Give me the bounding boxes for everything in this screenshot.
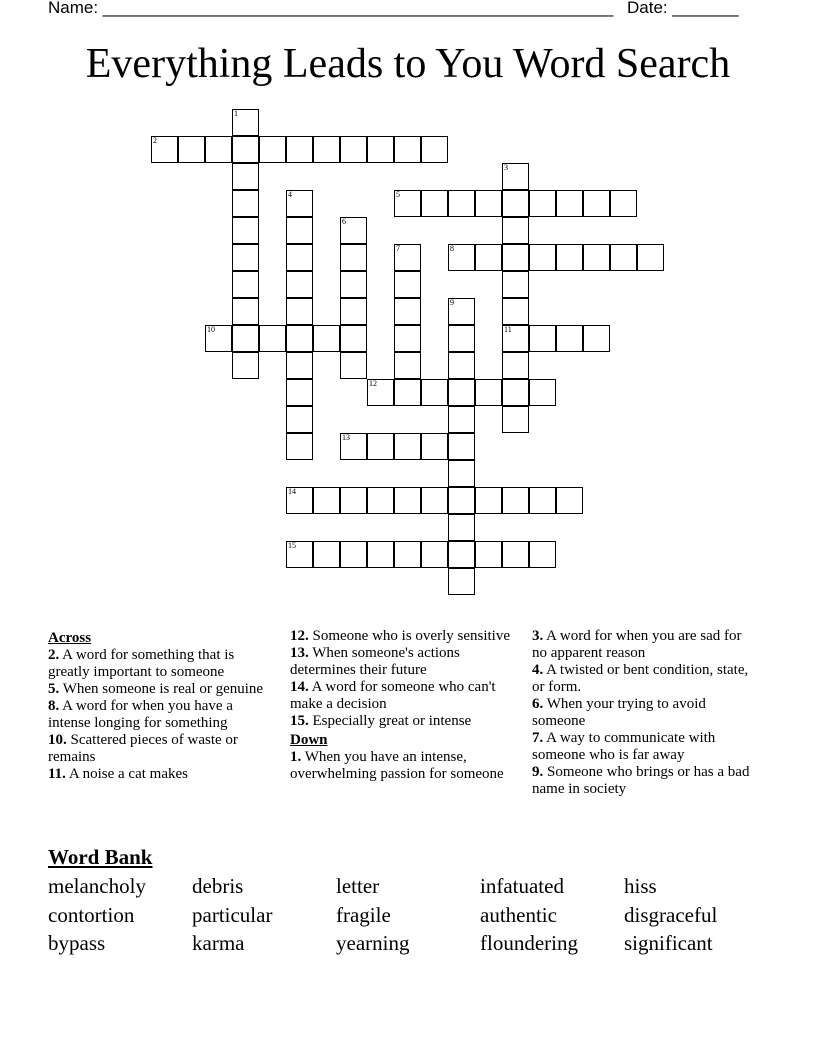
word-bank-item: authentic [480,903,557,927]
crossword-cell[interactable] [232,298,259,325]
crossword-cell[interactable] [340,244,367,271]
crossword-cell[interactable] [448,244,475,271]
crossword-cell[interactable] [502,244,529,271]
crossword-cell[interactable] [232,244,259,271]
crossword-cell[interactable] [367,541,394,568]
clue-number-label: 3. [532,628,544,644]
clue-number: 13 [342,433,350,442]
clue-item [290,628,512,645]
clues-column-3 [532,628,754,798]
crossword-cell[interactable] [286,352,313,379]
clue-number-label: 10. [48,732,67,748]
across-heading: Across [48,630,92,646]
clue-text: A word for when you are sad for no apparent reason [532,628,742,661]
crossword-cell[interactable] [421,190,448,217]
crossword-cell[interactable] [448,406,475,433]
clue-text: Scattered pieces of waste or remains [48,732,238,765]
crossword-cell[interactable] [232,163,259,190]
crossword-cell[interactable] [286,244,313,271]
word-bank-item: letter [336,874,380,898]
clue-item [290,713,512,730]
crossword-cell[interactable] [340,217,367,244]
crossword-cell[interactable] [340,541,367,568]
crossword-cell[interactable] [232,352,259,379]
crossword-cell[interactable] [556,190,583,217]
crossword-cell[interactable] [610,190,637,217]
clue-item [48,766,270,783]
clue-item [48,698,270,732]
crossword-cell[interactable] [448,190,475,217]
clue-number: 8 [450,244,454,253]
clues-column-2 [290,628,512,783]
word-bank-item: infatuated [480,874,564,898]
crossword-cell[interactable] [475,190,502,217]
crossword-cell[interactable] [529,541,556,568]
word-bank-title: Word Bank [48,845,153,869]
crossword-cell[interactable] [529,190,556,217]
crossword-cell[interactable] [286,325,313,352]
name-field[interactable]: Name: ______________________________________________________ [48,0,614,17]
clue-item [290,749,512,783]
crossword-cell[interactable] [556,325,583,352]
crossword-cell[interactable] [475,487,502,514]
crossword-cell[interactable] [259,136,286,163]
clue-number-label: 2. [48,647,60,663]
crossword-cell[interactable] [232,217,259,244]
clue-number-label: 12. [290,628,309,644]
crossword-cell[interactable] [529,325,556,352]
clue-text: A noise a cat makes [65,766,188,782]
clue-text: When you have an intense, overwhelming passion for someone [290,749,504,782]
clue-item [48,681,270,698]
crossword-cell[interactable] [286,136,313,163]
clue-number-label: 8. [48,698,60,714]
clue-text: Especially great or intense [308,713,472,729]
clue-number: 1 [234,109,238,118]
crossword-cell[interactable] [367,433,394,460]
crossword-cell[interactable] [394,379,421,406]
crossword-cell[interactable] [394,271,421,298]
clue-item [532,662,754,696]
crossword-cell[interactable] [286,433,313,460]
word-bank-item: particular [192,903,273,927]
crossword-cell[interactable] [286,406,313,433]
crossword-cell[interactable] [286,487,313,514]
crossword-cell[interactable] [232,136,259,163]
clue-number-label: 14. [290,679,309,695]
crossword-cell[interactable] [502,163,529,190]
crossword-cell[interactable] [448,487,475,514]
crossword-cell[interactable] [529,487,556,514]
crossword-cell[interactable] [232,109,259,136]
crossword-cell[interactable] [259,325,286,352]
down-heading: Down [290,732,328,748]
clues-column-1 [48,628,270,783]
crossword-cell[interactable] [448,433,475,460]
word-bank-item: floundering [480,931,578,955]
clue-text: When your trying to avoid someone [532,696,706,729]
crossword-cell[interactable] [178,136,205,163]
word-bank-item: melancholy [48,874,146,898]
word-bank-item: karma [192,931,245,955]
clue-text: Someone who brings or has a bad name in society [532,764,750,797]
crossword-cell[interactable] [286,379,313,406]
word-bank-item: yearning [336,931,410,955]
crossword-cell[interactable] [313,541,340,568]
crossword-cell[interactable] [232,325,259,352]
crossword-cell[interactable] [448,568,475,595]
crossword-cell[interactable] [286,217,313,244]
clue-text: A word for something that is greatly important to someone [48,647,235,680]
crossword-cell[interactable] [448,352,475,379]
crossword-cell[interactable] [502,487,529,514]
clue-text: A way to communicate with someone who is far away [532,730,716,763]
crossword-cell[interactable] [448,325,475,352]
crossword-cell[interactable] [286,271,313,298]
crossword-cell[interactable] [421,136,448,163]
word-bank-item: bypass [48,931,106,955]
crossword-cell[interactable] [394,487,421,514]
crossword-cell[interactable] [502,541,529,568]
crossword-cell[interactable] [421,379,448,406]
crossword-cell[interactable] [340,136,367,163]
crossword-cell[interactable] [313,487,340,514]
crossword-cell[interactable] [286,298,313,325]
crossword-cell[interactable] [529,244,556,271]
crossword-cell[interactable] [313,325,340,352]
crossword-cell[interactable] [151,136,178,163]
word-bank-item: debris [192,874,244,898]
word-bank-item: hiss [624,874,657,898]
page-title: Everything Leads to You Word Search [85,41,731,87]
word-bank-item: significant [624,931,713,955]
clue-number: 11 [504,325,512,334]
clue-number: 4 [288,190,292,199]
clue-number-label: 7. [532,730,544,746]
crossword-cell[interactable] [205,325,232,352]
clue-number-label: 15. [290,713,309,729]
crossword-cell[interactable] [556,487,583,514]
word-bank-item: fragile [336,903,391,927]
crossword-cell[interactable] [502,406,529,433]
crossword-cell[interactable] [394,298,421,325]
clue-number: 15 [288,541,296,550]
crossword-cell[interactable] [394,136,421,163]
clue-number-label: 6. [532,696,544,712]
date-field[interactable]: Date: _______ [627,0,739,17]
clue-text: A twisted or bent condition, state, or form. [532,662,749,695]
crossword-cell[interactable] [448,541,475,568]
crossword-cell[interactable] [502,379,529,406]
word-bank-item: contortion [48,903,135,927]
crossword-cell[interactable] [394,352,421,379]
clue-item [48,647,270,681]
crossword-cell[interactable] [394,541,421,568]
crossword-cell[interactable] [556,244,583,271]
crossword-cell[interactable] [394,190,421,217]
clue-number-label: 13. [290,645,309,661]
crossword-cell[interactable] [232,190,259,217]
clue-text: A word for someone who can't make a decision [290,679,496,712]
crossword-cell[interactable] [367,379,394,406]
clue-item [290,679,512,713]
clue-text: Someone who is overly sensitive [308,628,510,644]
crossword-cell[interactable] [340,298,367,325]
clue-number-label: 4. [532,662,544,678]
crossword-cell[interactable] [421,433,448,460]
clue-number-label: 5. [48,681,60,697]
crossword-cell[interactable] [286,541,313,568]
clue-number: 10 [207,325,215,334]
clue-number: 9 [450,298,454,307]
clue-number: 5 [396,190,400,199]
crossword-cell[interactable] [583,325,610,352]
clue-item [532,730,754,764]
clue-item [48,732,270,766]
crossword-cell[interactable] [529,379,556,406]
clue-item [532,764,754,798]
clue-number: 3 [504,163,508,172]
crossword-cell[interactable] [583,244,610,271]
clue-number: 2 [153,136,157,145]
crossword-cell[interactable] [475,244,502,271]
clue-text: A word for when you have a intense longing for something [48,698,233,731]
crossword-cell[interactable] [502,298,529,325]
clue-number-label: 1. [290,749,302,765]
crossword-cell[interactable] [583,190,610,217]
clue-number-label: 11. [48,766,66,782]
crossword-cell[interactable] [448,298,475,325]
crossword-cell[interactable] [610,244,637,271]
crossword-cell[interactable] [394,433,421,460]
crossword-cell[interactable] [421,487,448,514]
crossword-cell[interactable] [448,379,475,406]
crossword-cell[interactable] [421,541,448,568]
crossword-cell[interactable] [475,379,502,406]
crossword-cell[interactable] [502,271,529,298]
clue-item [532,628,754,662]
clue-item [290,645,512,679]
clue-number: 7 [396,244,400,253]
crossword-cell[interactable] [232,271,259,298]
word-bank-item: disgraceful [624,903,718,927]
clue-number: 14 [288,487,296,496]
crossword-cell[interactable] [340,271,367,298]
clue-number-label: 9. [532,764,544,780]
crossword-cell[interactable] [286,190,313,217]
crossword-cell[interactable] [502,190,529,217]
crossword-cell[interactable] [205,136,232,163]
crossword-cell[interactable] [502,325,529,352]
crossword-cell[interactable] [394,244,421,271]
crossword-cell[interactable] [502,217,529,244]
crossword-cell[interactable] [448,460,475,487]
crossword-cell[interactable] [637,244,664,271]
crossword-cell[interactable] [340,487,367,514]
crossword-cell[interactable] [394,325,421,352]
crossword-cell[interactable] [313,136,340,163]
clue-number: 6 [342,217,346,226]
crossword-cell[interactable] [475,541,502,568]
clue-text: When someone is real or genuine [59,681,264,697]
crossword-cell[interactable] [340,352,367,379]
crossword-cell[interactable] [448,514,475,541]
clue-item [532,696,754,730]
clue-number: 12 [369,379,377,388]
crossword-cell[interactable] [340,325,367,352]
crossword-cell[interactable] [367,136,394,163]
clue-text: When someone's actions determines their future [290,645,460,678]
crossword-cell[interactable] [367,487,394,514]
crossword-cell[interactable] [340,433,367,460]
crossword-cell[interactable] [502,352,529,379]
